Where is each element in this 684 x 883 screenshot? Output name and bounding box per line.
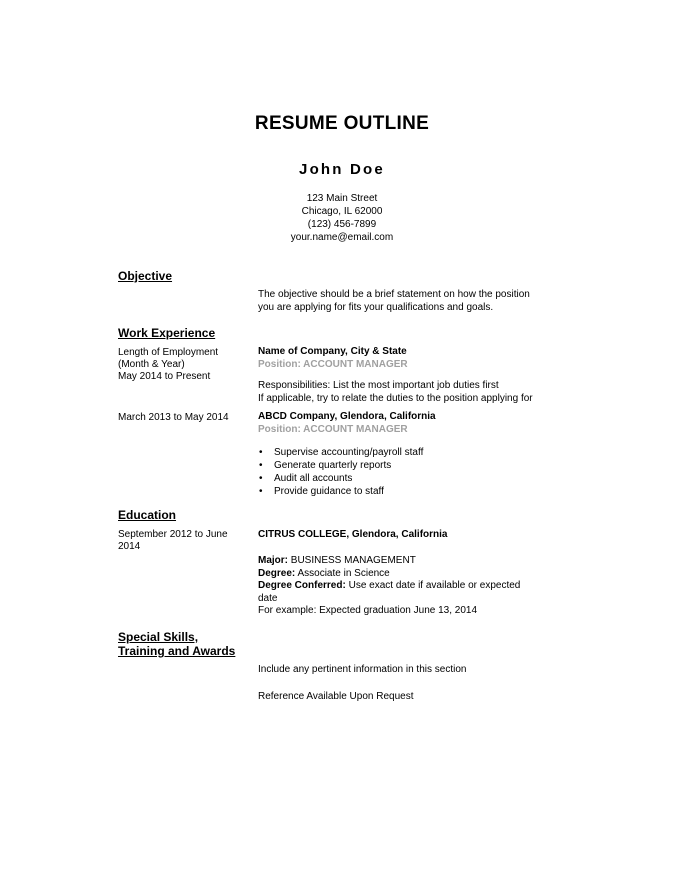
list-item: • Provide guidance to staff [258, 485, 423, 498]
list-item: • Generate quarterly reports [258, 459, 423, 472]
job1-resp-line-1: Responsibilities: List the most important job duties first [258, 380, 499, 391]
job1-dates [118, 347, 218, 383]
job2-dates: March 2013 to May 2014 [118, 412, 229, 423]
school-location: , Glendora, California [346, 529, 448, 540]
contact-phone: (123) 456-7899 [307, 219, 377, 230]
education-conferred [258, 580, 520, 593]
job1-dates-line-1: Length of Employment [118, 347, 219, 358]
education-major [258, 555, 520, 568]
job1-company: Name of Company, City & State [258, 346, 407, 357]
page-title: RESUME OUTLINE [254, 113, 430, 134]
education-dates-line-2: 2014 [118, 541, 141, 552]
contact-city: Chicago, IL 62000 [301, 206, 383, 217]
skills-heading-line-2: Training and Awards [118, 644, 236, 658]
objective-line-1: The objective should be a brief statement on how the position [258, 289, 530, 300]
job1-position: Position: ACCOUNT MANAGER [258, 358, 408, 370]
school-name: CITRUS COLLEGE [258, 529, 347, 540]
conferred-value: Use exact date if available or expected [345, 580, 521, 591]
education-details [258, 555, 520, 618]
job2-duties-list [258, 446, 423, 498]
objective-line-2: you are applying for fits your qualifications and goals. [258, 301, 494, 313]
conferred-label: Degree Conferred: [258, 580, 346, 591]
education-example: For example: Expected graduation June 13, 2014 [258, 605, 478, 616]
contact-street: 123 Main Street [306, 193, 378, 204]
references-text: Reference Available Upon Request [258, 691, 414, 702]
job2-position: Position: ACCOUNT MANAGER [258, 423, 408, 435]
education-heading: Education [118, 508, 177, 522]
skills-text: Include any pertinent information in this section [258, 664, 467, 675]
job2-details [258, 411, 436, 436]
candidate-name: John Doe [299, 161, 385, 178]
contact-block [0, 192, 684, 244]
job1-dates-line-3: May 2014 to Present [118, 371, 211, 382]
list-item: • Supervise accounting/payroll staff [258, 446, 423, 459]
degree-label: Degree: [258, 567, 296, 579]
objective-text [258, 289, 530, 314]
education-dates [118, 529, 228, 553]
degree-value: Associate in Science [295, 567, 390, 579]
list-item: • Audit all accounts [258, 472, 423, 485]
contact-email: your.name@email.com [290, 232, 394, 243]
education-school [258, 529, 447, 542]
skills-heading-line-1: Special Skills, [118, 630, 199, 644]
job1-dates-line-2: (Month & Year) [118, 359, 185, 370]
job1-resp-line-2: If applicable, try to relate the duties to the position applying for [258, 392, 533, 404]
major-label: Major: [258, 555, 288, 566]
objective-heading: Objective [118, 269, 173, 283]
job2-company: ABCD Company, Glendora, California [258, 411, 436, 422]
conferred-value-cont: date [258, 592, 278, 604]
job1-responsibilities [258, 380, 533, 405]
job1-details [258, 346, 408, 371]
major-value: BUSINESS MANAGEMENT [288, 555, 416, 566]
skills-heading [118, 630, 235, 658]
work-experience-heading: Work Experience [118, 326, 216, 340]
education-dates-line-1: September 2012 to June [118, 529, 228, 540]
education-degree [258, 568, 520, 581]
